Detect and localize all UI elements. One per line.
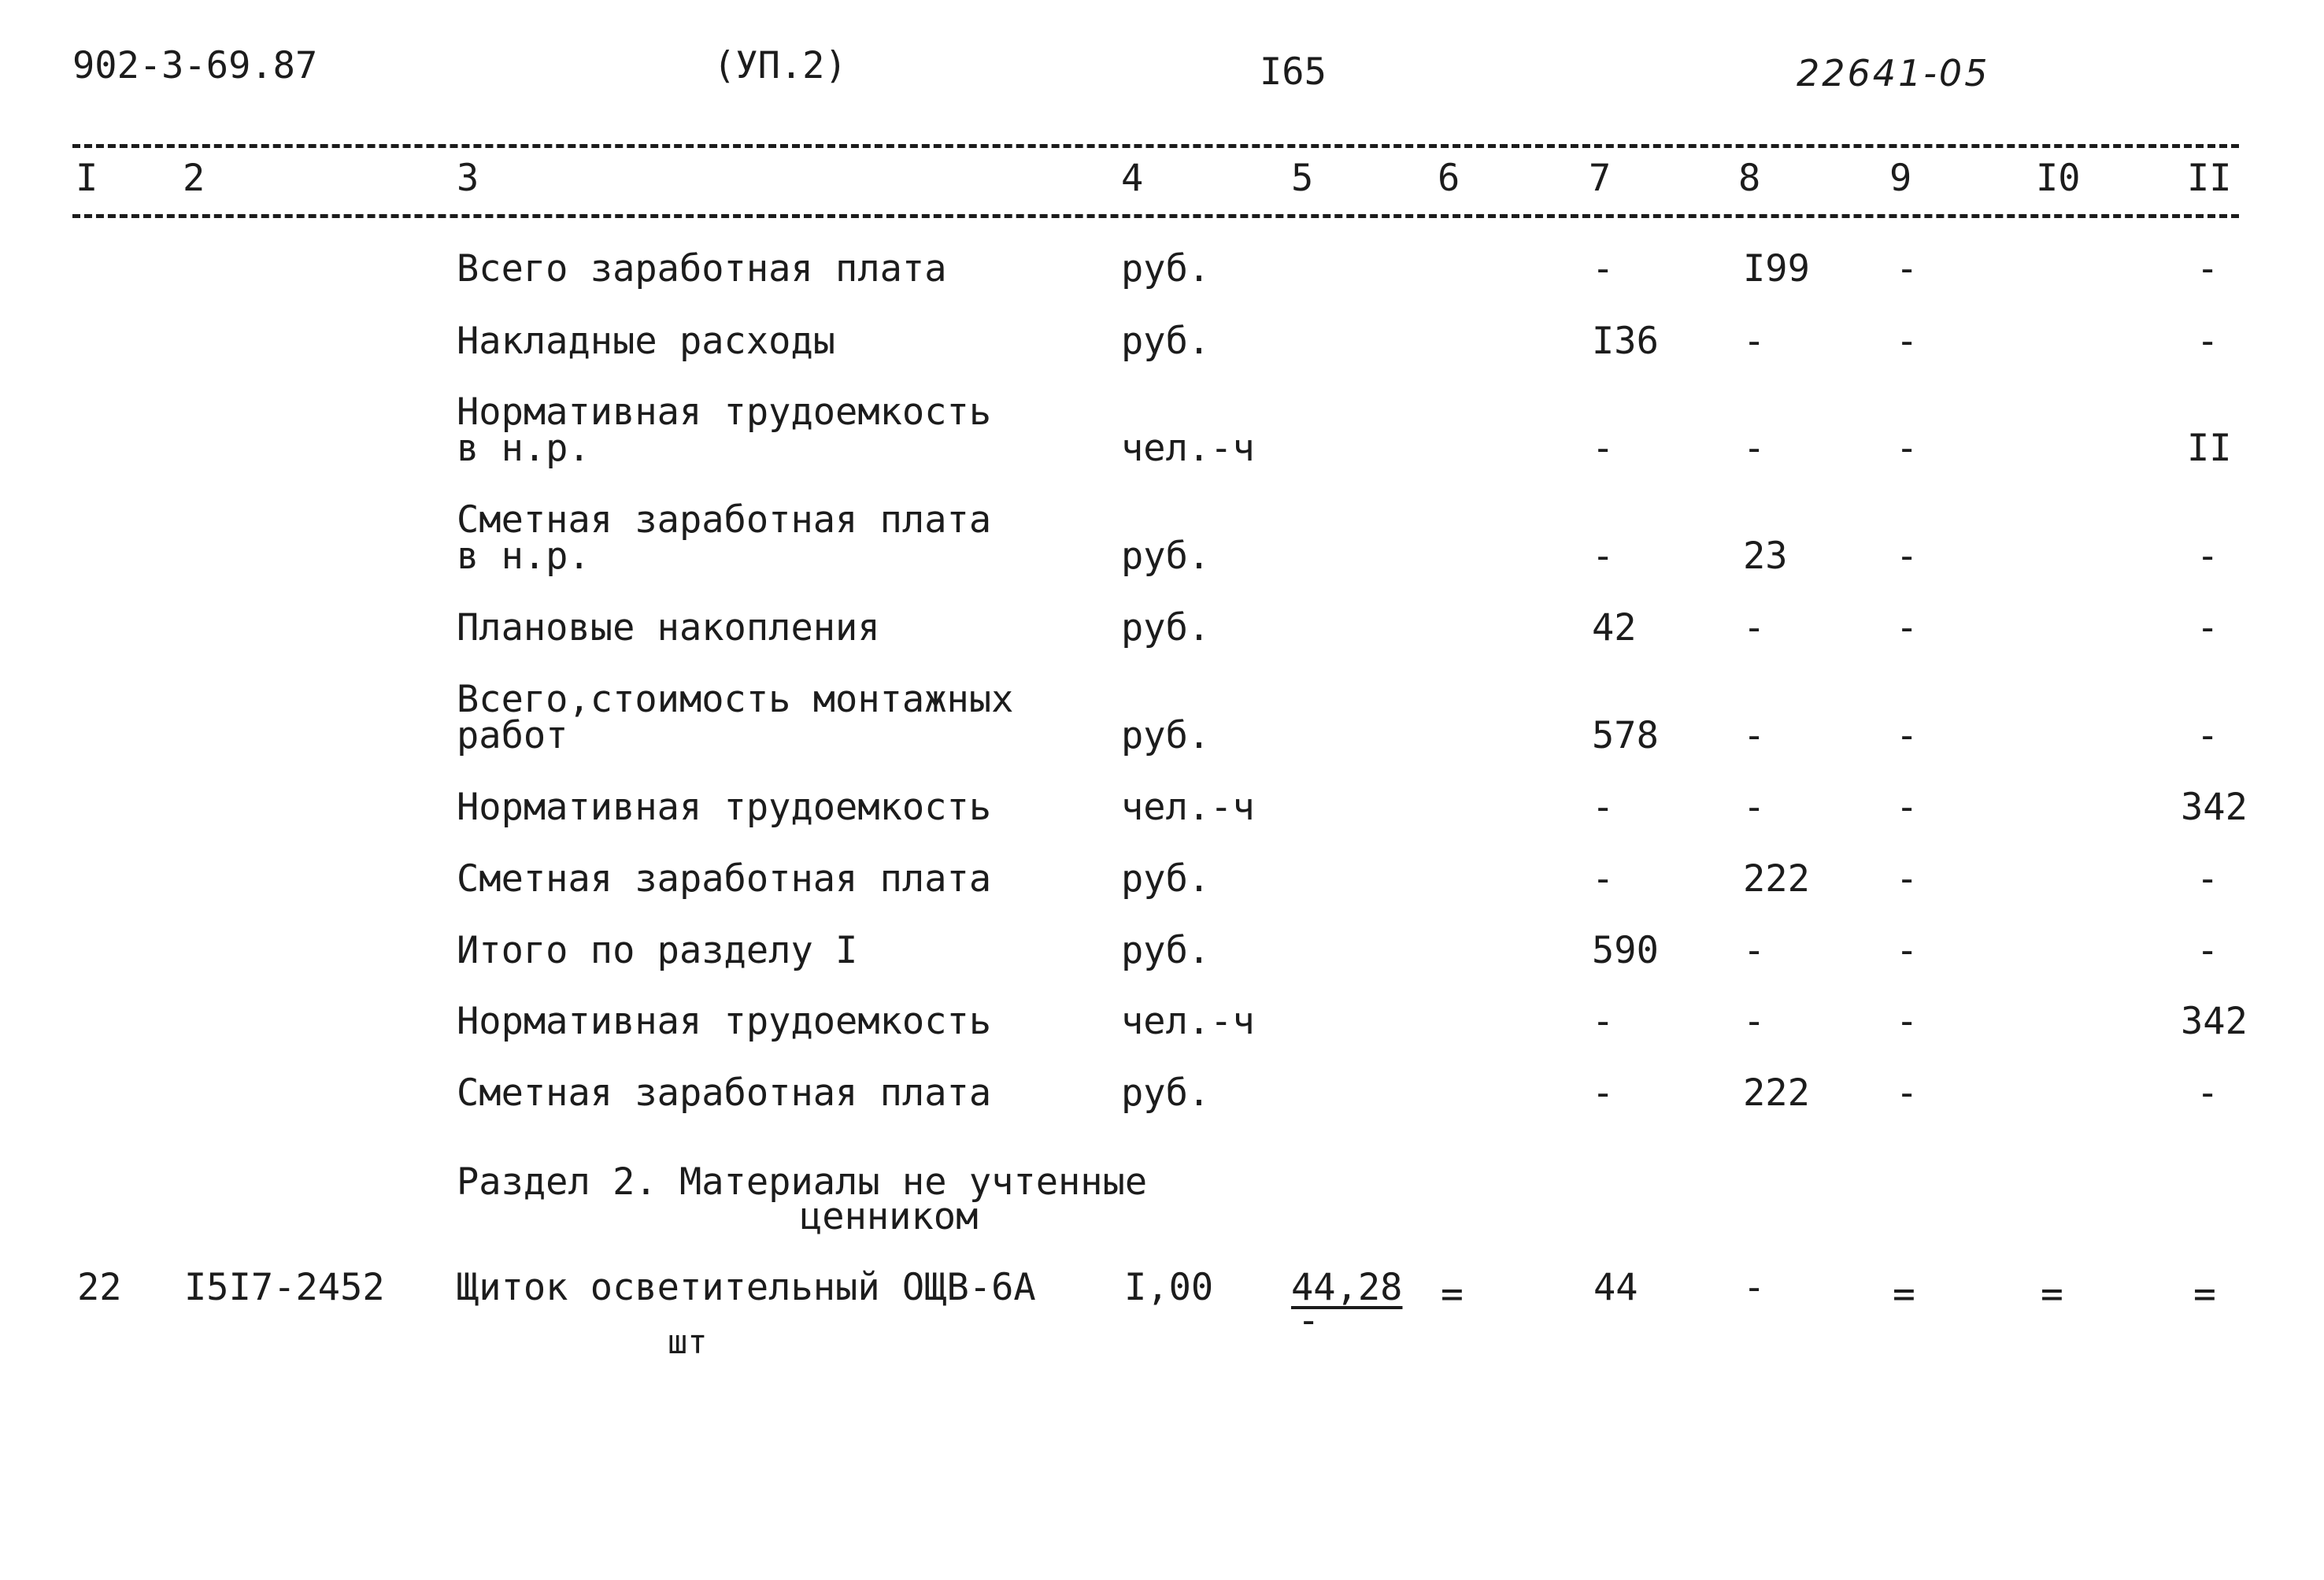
cell-col8: - <box>1743 1266 1766 1309</box>
item-quantity: I,00 <box>1124 1266 1214 1309</box>
cell-col11: - <box>2196 857 2219 901</box>
column-header: II <box>2187 157 2232 200</box>
cell-col9: - <box>1896 320 1919 363</box>
row-unit: руб. <box>1121 247 1211 290</box>
cell-col9: - <box>1896 247 1919 290</box>
cell-col9: - <box>1896 427 1919 470</box>
cell-col9: - <box>1896 786 1919 829</box>
column-header: 4 <box>1121 157 1144 200</box>
cell-col11: 342 <box>2181 786 2248 829</box>
cell-col7: - <box>1592 427 1615 470</box>
cell-col9: - <box>1896 1071 1919 1115</box>
section-title-line1: Раздел 2. Материалы не учтенные <box>457 1160 1148 1204</box>
document-code: 902-3-69.87 <box>72 44 318 87</box>
row-unit: руб. <box>1121 1071 1211 1115</box>
row-name-line1: Всего,стоимость монтажных <box>457 678 1014 721</box>
cell-col8: I99 <box>1743 247 1810 290</box>
cell-col7: - <box>1592 247 1615 290</box>
cell-col9: - <box>1896 857 1919 901</box>
cell-col7: 578 <box>1592 714 1659 757</box>
cell-col9: - <box>1896 714 1919 757</box>
cell-col9: = <box>1893 1272 1914 1316</box>
column-header: 2 <box>183 157 205 200</box>
row-name: Всего заработная плата <box>457 247 947 290</box>
cell-col7: - <box>1592 535 1615 578</box>
cell-col11: - <box>2196 1071 2219 1115</box>
row-unit: руб. <box>1121 606 1211 649</box>
row-name: Сметная заработная плата <box>457 857 992 901</box>
row-unit: чел.-ч <box>1121 786 1255 829</box>
cell-col7: 590 <box>1592 929 1659 972</box>
row-unit: руб. <box>1121 535 1211 578</box>
cell-col7: I36 <box>1592 320 1659 363</box>
cell-col10: = <box>2041 1272 2062 1316</box>
row-name-line2: работ <box>457 714 568 757</box>
column-header: 9 <box>1889 157 1912 200</box>
cell-col7: - <box>1592 1071 1615 1115</box>
row-name-line2: в н.р. <box>457 535 590 578</box>
cell-col11: - <box>2196 247 2219 290</box>
column-header: 7 <box>1589 157 1612 200</box>
cell-col9: - <box>1896 535 1919 578</box>
row-name: Итого по разделу I <box>457 929 858 972</box>
cell-col11: - <box>2196 929 2219 972</box>
item-price-sub: - <box>1297 1299 1320 1342</box>
row-name: Нормативная трудоемкость <box>457 786 992 829</box>
cell-col7: 42 <box>1592 606 1637 649</box>
cell-col11: - <box>2196 320 2219 363</box>
cell-col8: - <box>1743 320 1766 363</box>
item-price: 44,28 <box>1291 1266 1403 1309</box>
cell-col8: 222 <box>1743 857 1810 901</box>
row-name-line2: в н.р. <box>457 427 590 470</box>
cell-col8: - <box>1743 714 1766 757</box>
cell-col7: 44 <box>1593 1266 1638 1309</box>
row-name: Сметная заработная плата <box>457 1071 992 1115</box>
cell-col11: - <box>2196 535 2219 578</box>
cell-col9: - <box>1896 929 1919 972</box>
cell-col7: - <box>1592 857 1615 901</box>
item-unit: шт <box>668 1323 708 1361</box>
column-header: I0 <box>2036 157 2081 200</box>
section-title-line2: ценником <box>800 1195 979 1238</box>
row-unit: руб. <box>1121 929 1211 972</box>
column-header: I <box>76 157 98 200</box>
cell-col8: 222 <box>1743 1071 1810 1115</box>
column-header: 3 <box>457 157 479 200</box>
header-rule-bottom <box>72 214 2239 218</box>
row-name: Плановые накопления <box>457 606 880 649</box>
cell-col11: 342 <box>2181 1000 2248 1043</box>
item-code: I5I7-2452 <box>184 1266 385 1309</box>
cell-col11: - <box>2196 714 2219 757</box>
cell-col8: 23 <box>1743 535 1788 578</box>
cell-col7: - <box>1592 1000 1615 1043</box>
header-rule-top <box>72 144 2239 148</box>
cell-col8: - <box>1743 606 1766 649</box>
cell-col7: - <box>1592 786 1615 829</box>
cell-col8: - <box>1743 1000 1766 1043</box>
cell-col9: - <box>1896 1000 1919 1043</box>
column-header: 6 <box>1438 157 1460 200</box>
column-header: 8 <box>1738 157 1761 200</box>
row-unit: руб. <box>1121 714 1211 757</box>
column-header: 5 <box>1291 157 1314 200</box>
inventory-stamp: 22641-05 <box>1797 52 1990 94</box>
cell-col11: - <box>2196 606 2219 649</box>
row-name: Накладные расходы <box>457 320 836 363</box>
cell-col8: - <box>1743 427 1766 470</box>
cell-col6: = <box>1441 1272 1462 1316</box>
item-number: 22 <box>77 1266 122 1309</box>
row-name-line1: Нормативная трудоемкость <box>457 390 992 434</box>
album-label: (УП.2) <box>713 44 847 87</box>
row-unit: руб. <box>1121 857 1211 901</box>
cell-col8: - <box>1743 786 1766 829</box>
page-number: I65 <box>1260 50 1327 94</box>
row-name: Нормативная трудоемкость <box>457 1000 992 1043</box>
cell-col11: II <box>2187 427 2232 470</box>
item-name: Щиток осветительный ОЩВ-6А <box>457 1266 1036 1309</box>
row-name-line1: Сметная заработная плата <box>457 498 992 542</box>
cell-col9: - <box>1896 606 1919 649</box>
cell-col8: - <box>1743 929 1766 972</box>
row-unit: чел.-ч <box>1121 427 1255 470</box>
row-unit: руб. <box>1121 320 1211 363</box>
row-unit: чел.-ч <box>1121 1000 1255 1043</box>
cell-col11: = <box>2193 1272 2215 1316</box>
